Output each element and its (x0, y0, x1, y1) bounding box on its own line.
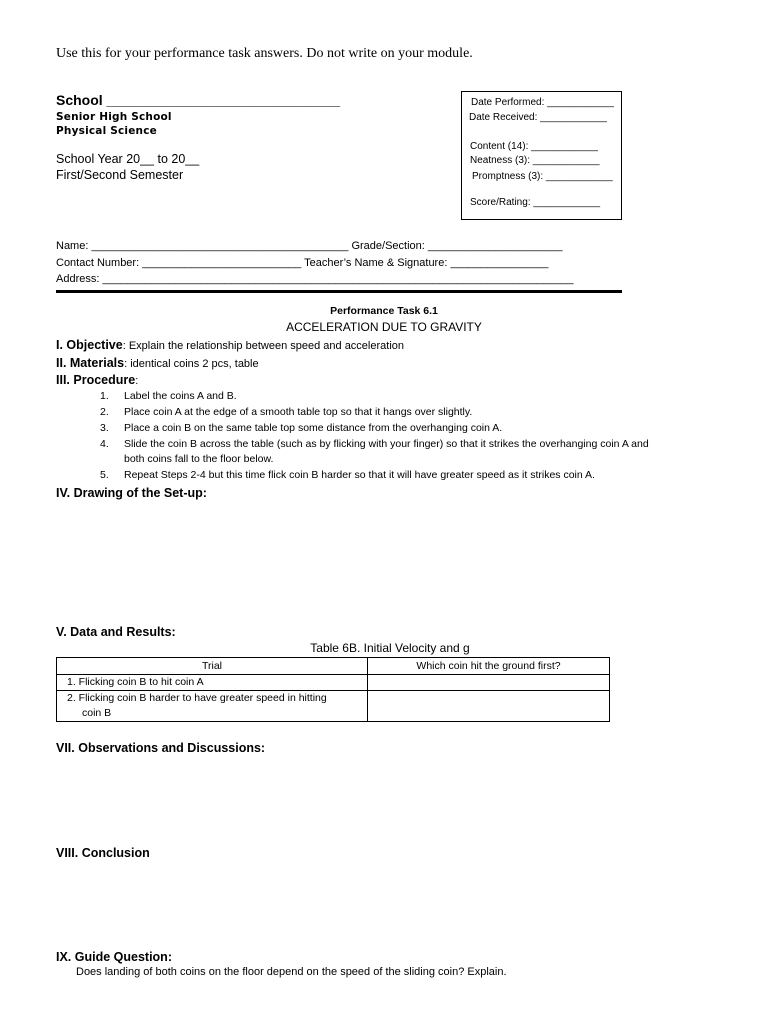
date-received-field: Date Received: ____________ (469, 112, 607, 123)
objective-label: I. Objective (56, 338, 123, 352)
table-caption: Table 6B. Initial Velocity and g (310, 641, 470, 655)
drawing-section: IV. Drawing of the Set-up: (56, 486, 207, 500)
column-header-trial: Trial (57, 658, 368, 675)
table-header-row (57, 658, 610, 675)
procedure-step: 3. Place a coin B on the same table top some distance from the overhanging coin A. (100, 422, 503, 434)
procedure-colon: : (135, 375, 139, 387)
procedure-section (56, 373, 138, 387)
table-row (57, 691, 610, 722)
promptness-score-field: Promptness (3): ____________ (472, 171, 613, 182)
score-rating-field: Score/Rating: ____________ (470, 197, 601, 208)
observations-section: VII. Observations and Discussions: (56, 741, 266, 755)
content-score-field: Content (14): ____________ (470, 141, 598, 152)
procedure-step: 4. Slide the coin B across the table (such as by flicking with your finger) so that it strikes the overhanging coin A and (100, 438, 649, 450)
address-line: Address: _____________________________________________________________________________ (56, 273, 574, 285)
school-field: School ______________________________ (56, 92, 341, 108)
procedure-label: III. Procedure (56, 373, 136, 387)
objective-text: : Explain the relationship between speed and acceleration (122, 340, 405, 352)
procedure-step-continuation: both coins fall to the floor below. (124, 453, 274, 465)
data-results-section: V. Data and Results: (56, 625, 176, 639)
trial-cell: 1. Flicking coin B to hit coin A (57, 675, 368, 691)
objective-section (56, 338, 404, 352)
name-grade-line: Name: __________________________________________ Grade/Section: ______________________ (56, 240, 563, 252)
date-performed-field: Date Performed: ____________ (471, 97, 614, 108)
procedure-step: 1. Label the coins A and B. (100, 390, 237, 402)
materials-label: II. Materials (56, 356, 125, 370)
answer-cell[interactable] (368, 691, 610, 722)
conclusion-section: VIII. Conclusion (56, 846, 150, 860)
procedure-step: 2. Place coin A at the edge of a smooth table top so that it hangs over slightly. (100, 406, 473, 418)
results-table (56, 657, 610, 722)
instruction-text: Use this for your performance task answers. Do not write on your module. (56, 46, 473, 61)
guide-question-section: IX. Guide Question: (56, 950, 172, 964)
task-title: ACCELERATION DUE TO GRAVITY (286, 320, 482, 334)
rating-box (461, 91, 622, 220)
subject-name: Physical Science (56, 125, 157, 137)
answer-cell[interactable] (368, 675, 610, 691)
school-year-field: School Year 20__ to 20__ (56, 152, 200, 166)
task-number: Performance Task 6.1 (330, 305, 438, 317)
table-row (57, 675, 610, 691)
materials-section (56, 356, 259, 370)
school-type: Senior High School (56, 111, 172, 123)
contact-teacher-line: Contact Number: __________________________ Teacher’s Name & Signature: ________________ (56, 257, 549, 269)
trial-cell: 2. Flicking coin B harder to have greater speed in hitting coin B (57, 691, 368, 722)
header-divider (56, 290, 622, 293)
procedure-step: 5. Repeat Steps 2-4 but this time flick coin B harder so that it will have greater speed as it strikes coin A. (100, 469, 595, 481)
neatness-score-field: Neatness (3): ____________ (470, 155, 600, 166)
materials-text: : identical coins 2 pcs, table (124, 358, 259, 370)
column-header-answer: Which coin hit the ground first? (368, 658, 610, 675)
semester-field: First/Second Semester (56, 168, 184, 182)
guide-question-text: Does landing of both coins on the floor depend on the speed of the sliding coin? Explain. (76, 966, 507, 978)
